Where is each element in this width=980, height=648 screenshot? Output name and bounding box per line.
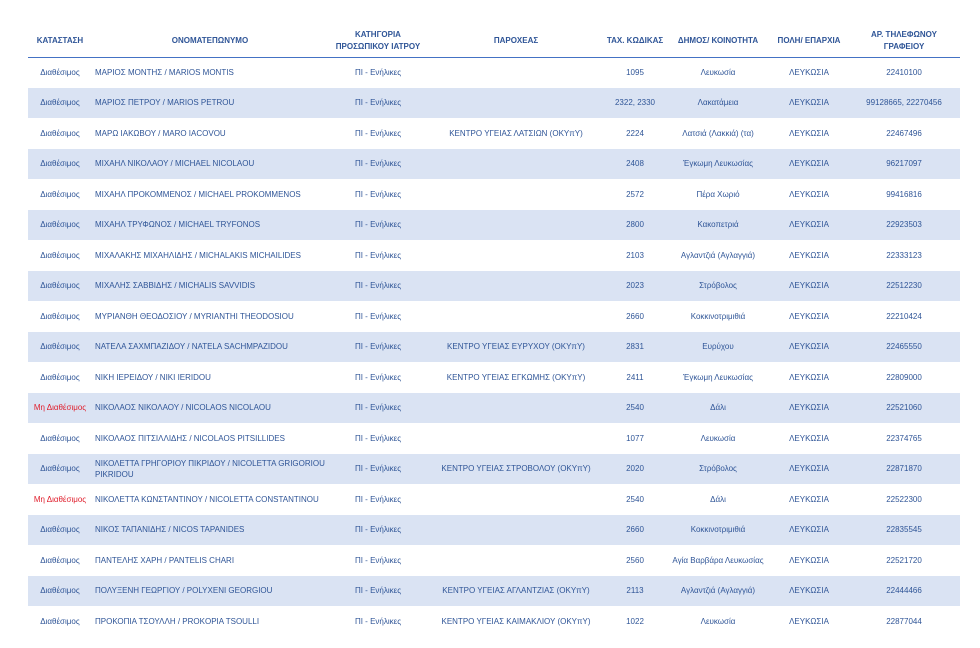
phone-cell: 22444466 xyxy=(886,586,922,596)
category-cell: ΠΙ - Ενήλικες xyxy=(354,403,402,413)
table-body xyxy=(28,57,960,637)
municipality-cell: Αγλαντζιά (Αγλαγγιά) xyxy=(680,250,756,260)
postal-code-cell: 1077 xyxy=(626,433,644,443)
municipality-cell: Στρόβολος xyxy=(699,464,737,474)
postal-code-cell: 2322, 2330 xyxy=(614,98,656,108)
provider-cell: ΚΕΝΤΡΟ ΥΓΕΙΑΣ ΕΥΡΥΧΟΥ (ΟΚΥπΥ) xyxy=(447,342,585,352)
status-cell: Διαθέσιμος xyxy=(40,555,80,565)
status-cell: Διαθέσιμος xyxy=(40,220,80,230)
name-cell: ΜΥΡΙΑΝΘΗ ΘΕΟΔΟΣΙΟΥ / MYRIANTHI THEODOSIOU xyxy=(95,311,294,321)
municipality-cell: Αγία Βαρβάρα Λευκωσίας xyxy=(672,555,764,565)
category-cell: ΠΙ - Ενήλικες xyxy=(354,128,402,138)
status-cell: Διαθέσιμος xyxy=(40,616,80,626)
postal-code-cell: 2540 xyxy=(626,403,644,413)
postal-code-cell: 2540 xyxy=(626,494,644,504)
city-cell: ΛΕΥΚΩΣΙΑ xyxy=(789,342,829,352)
table-row xyxy=(28,545,960,576)
phone-cell: 22521720 xyxy=(886,555,922,565)
category-cell: ΠΙ - Ενήλικες xyxy=(354,616,402,626)
municipality-cell: Κοκκινοτριμιθιά xyxy=(690,525,746,535)
city-cell: ΛΕΥΚΩΣΙΑ xyxy=(789,281,829,291)
municipality-cell: Στρόβολος xyxy=(699,281,737,291)
name-cell: ΠΑΝΤΕΛΗΣ ΧΑΡΗ / PANTELIS CHARI xyxy=(95,555,235,565)
name-cell: ΜΑΡΙΟΣ ΜΟΝΤΗΣ / MARIOS MONTIS xyxy=(95,68,234,77)
status-cell: Διαθέσιμος xyxy=(40,311,80,321)
provider-cell xyxy=(428,179,604,210)
table-row xyxy=(28,606,960,637)
table-row xyxy=(28,362,960,393)
municipality-cell: Κακοπετριά xyxy=(697,220,739,230)
phone-cell: 22210424 xyxy=(886,311,922,321)
postal-code-cell: 2020 xyxy=(626,464,644,474)
municipality-cell: Πέρα Χωριό xyxy=(696,189,740,199)
city-cell: ΛΕΥΚΩΣΙΑ xyxy=(789,159,829,169)
table-row xyxy=(28,393,960,424)
category-cell: ΠΙ - Ενήλικες xyxy=(354,372,402,382)
table-row xyxy=(28,240,960,271)
column-header-name: ΟΝΟΜΑΤΕΠΩΝΥΜΟ xyxy=(92,25,328,57)
name-cell: ΜΙΧΑΗΛ ΝΙΚΟΛΑΟΥ / MICHAEL NICOLAOU xyxy=(95,159,255,169)
city-cell: ΛΕΥΚΩΣΙΑ xyxy=(789,616,829,626)
provider-cell xyxy=(428,271,604,302)
category-cell: ΠΙ - Ενήλικες xyxy=(354,311,402,321)
phone-cell: 96217097 xyxy=(886,159,922,169)
provider-cell xyxy=(428,57,604,88)
provider-cell xyxy=(428,393,604,424)
category-cell: ΠΙ - Ενήλικες xyxy=(354,433,402,443)
provider-cell xyxy=(428,515,604,546)
status-cell: Διαθέσιμος xyxy=(40,250,80,260)
municipality-cell: Κοκκινοτριμιθιά xyxy=(690,311,746,321)
status-cell: Διαθέσιμος xyxy=(40,372,80,382)
postal-code-cell: 2800 xyxy=(626,220,644,230)
table-row xyxy=(28,118,960,149)
phone-cell: 22374765 xyxy=(886,433,922,443)
provider-cell xyxy=(428,210,604,241)
status-cell: Διαθέσιμος xyxy=(40,98,80,108)
name-cell: ΜΑΡΙΟΣ ΠΕΤΡΟΥ / MARIOS PETROU xyxy=(95,98,235,108)
phone-cell: 99416816 xyxy=(886,189,922,199)
column-header-municipality: ΔΗΜΟΣ/ ΚΟΙΝΟΤΗΤΑ xyxy=(666,25,770,57)
table-row xyxy=(28,149,960,180)
city-cell: ΛΕΥΚΩΣΙΑ xyxy=(789,464,829,474)
category-cell: ΠΙ - Ενήλικες xyxy=(354,586,402,596)
city-cell: ΛΕΥΚΩΣΙΑ xyxy=(789,403,829,413)
phone-cell: 22522300 xyxy=(886,494,922,504)
city-cell: ΛΕΥΚΩΣΙΑ xyxy=(789,128,829,138)
table-header xyxy=(28,25,960,57)
provider-cell: ΚΕΝΤΡΟ ΥΓΕΙΑΣ ΕΓΚΩΜΗΣ (ΟΚΥπΥ) xyxy=(446,372,586,382)
city-cell: ΛΕΥΚΩΣΙΑ xyxy=(789,98,829,108)
postal-code-cell: 2660 xyxy=(626,311,644,321)
postal-code-cell: 2023 xyxy=(626,281,644,291)
phone-cell: 22467496 xyxy=(886,128,922,138)
phone-cell: 22809000 xyxy=(886,372,922,382)
provider-cell: ΚΕΝΤΡΟ ΥΓΕΙΑΣ ΑΓΛΑΝΤΖΙΑΣ (ΟΚΥπΥ) xyxy=(442,586,590,596)
name-cell: ΝΙΚΟΛΕΤΤΑ ΚΩΝΣΤΑΝΤΙΝΟΥ / NICOLETTA CONSTANTINOU xyxy=(95,494,319,504)
table-row xyxy=(28,484,960,515)
postal-code-cell: 2411 xyxy=(626,372,644,382)
status-cell: Διαθέσιμος xyxy=(40,586,80,596)
category-cell: ΠΙ - Ενήλικες xyxy=(354,464,402,474)
city-cell: ΛΕΥΚΩΣΙΑ xyxy=(789,586,829,596)
city-cell: ΛΕΥΚΩΣΙΑ xyxy=(789,555,829,565)
postal-code-cell: 1095 xyxy=(626,68,644,77)
category-cell: ΠΙ - Ενήλικες xyxy=(354,159,402,169)
city-cell: ΛΕΥΚΩΣΙΑ xyxy=(789,189,829,199)
provider-cell xyxy=(428,545,604,576)
provider-cell xyxy=(428,149,604,180)
postal-code-cell: 2408 xyxy=(626,159,644,169)
phone-cell: 22521060 xyxy=(886,403,922,413)
column-header-category: ΚΑΤΗΓΟΡΙΑ ΠΡΟΣΩΠΙΚΟΥ ΙΑΤΡΟΥ xyxy=(328,25,428,57)
name-cell: ΠΡΟΚΟΠΙΑ ΤΣΟΥΛΛΗ / PROKOPIA TSOULLI xyxy=(95,616,260,626)
category-cell: ΠΙ - Ενήλικες xyxy=(354,68,402,77)
municipality-cell: Λευκωσία xyxy=(700,433,736,443)
table-row xyxy=(28,88,960,119)
table-row xyxy=(28,57,960,88)
postal-code-cell: 2572 xyxy=(626,189,644,199)
category-cell: ΠΙ - Ενήλικες xyxy=(354,281,402,291)
municipality-cell: Δάλι xyxy=(710,403,726,413)
category-cell: ΠΙ - Ενήλικες xyxy=(354,555,402,565)
name-cell: ΝΙΚΟΛΕΤΤΑ ΓΡΗΓΟΡΙΟΥ ΠΙΚΡΙΔΟΥ / NICOLETTA GRIGORIOU PIKRIDOU xyxy=(95,458,325,479)
provider-cell xyxy=(428,88,604,119)
city-cell: ΛΕΥΚΩΣΙΑ xyxy=(789,311,829,321)
municipality-cell: Λατσιά (Λακκιά) (τα) xyxy=(682,128,754,138)
category-cell: ΠΙ - Ενήλικες xyxy=(354,189,402,199)
category-cell: ΠΙ - Ενήλικες xyxy=(354,220,402,230)
status-cell: Διαθέσιμος xyxy=(40,342,80,352)
table-row xyxy=(28,179,960,210)
column-header-status: ΚΑΤΑΣΤΑΣΗ xyxy=(28,25,92,57)
postal-code-cell: 2224 xyxy=(626,128,644,138)
category-cell: ΠΙ - Ενήλικες xyxy=(354,342,402,352)
status-cell: Διαθέσιμος xyxy=(40,68,80,77)
municipality-cell: Δάλι xyxy=(710,494,726,504)
postal-code-cell: 2560 xyxy=(626,555,644,565)
provider-cell: ΚΕΝΤΡΟ ΥΓΕΙΑΣ ΚΑΙΜΑΚΛΙΟΥ (ΟΚΥπΥ) xyxy=(441,616,591,626)
table-row xyxy=(28,332,960,363)
name-cell: ΠΟΛΥΞΕΝΗ ΓΕΩΡΓΙΟΥ / POLYXENI GEORGIOU xyxy=(95,586,273,596)
city-cell: ΛΕΥΚΩΣΙΑ xyxy=(789,433,829,443)
name-cell: ΜΑΡΩ ΙΑΚΩΒΟΥ / MARO IACOVOU xyxy=(95,128,226,138)
name-cell: ΝΙΚΗ ΙΕΡΕΙΔΟΥ / NIKI IERIDOU xyxy=(95,372,211,382)
postal-code-cell: 2660 xyxy=(626,525,644,535)
phone-cell: 22877044 xyxy=(886,616,922,626)
provider-cell: ΚΕΝΤΡΟ ΥΓΕΙΑΣ ΣΤΡΟΒΟΛΟΥ (ΟΚΥπΥ) xyxy=(441,464,591,474)
category-cell: ΠΙ - Ενήλικες xyxy=(354,525,402,535)
header-row xyxy=(28,25,960,57)
postal-code-cell: 2103 xyxy=(626,250,644,260)
provider-cell xyxy=(428,240,604,271)
municipality-cell: Έγκωμη Λευκωσίας xyxy=(683,372,753,382)
doctor-roster-table xyxy=(28,25,960,637)
status-cell: Μη Διαθέσιμος xyxy=(33,403,87,413)
phone-cell: 22333123 xyxy=(886,250,922,260)
city-cell: ΛΕΥΚΩΣΙΑ xyxy=(789,220,829,230)
provider-cell xyxy=(428,484,604,515)
city-cell: ΛΕΥΚΩΣΙΑ xyxy=(789,372,829,382)
provider-cell xyxy=(428,301,604,332)
phone-cell: 99128665, 22270456 xyxy=(866,98,942,108)
phone-cell: 22410100 xyxy=(886,68,922,77)
city-cell: ΛΕΥΚΩΣΙΑ xyxy=(789,68,829,77)
table-row xyxy=(28,454,960,485)
municipality-cell: Λευκωσία xyxy=(700,616,736,626)
status-cell: Διαθέσιμος xyxy=(40,464,80,474)
status-cell: Διαθέσιμος xyxy=(40,189,80,199)
name-cell: ΜΙΧΑΗΛ ΤΡΥΦΩΝΟΣ / MICHAEL TRYFONOS xyxy=(95,220,261,230)
phone-cell: 22923503 xyxy=(886,220,922,230)
table-row xyxy=(28,576,960,607)
name-cell: ΝΙΚΟΛΑΟΣ ΠΙΤΣΙΛΛΙΔΗΣ / NICOLAOS PITSILLIDES xyxy=(95,433,285,443)
city-cell: ΛΕΥΚΩΣΙΑ xyxy=(789,525,829,535)
postal-code-cell: 2113 xyxy=(626,586,644,596)
table-row xyxy=(28,301,960,332)
name-cell: ΜΙΧΑΛΗΣ ΣΑΒΒΙΔΗΣ / MICHALIS SAVVIDIS xyxy=(95,281,256,291)
city-cell: ΛΕΥΚΩΣΙΑ xyxy=(789,494,829,504)
table-row xyxy=(28,271,960,302)
table-row xyxy=(28,423,960,454)
column-header-phone: ΑΡ. ΤΗΛΕΦΩΝΟΥ ΓΡΑΦΕΙΟΥ xyxy=(848,25,960,57)
category-cell: ΠΙ - Ενήλικες xyxy=(354,494,402,504)
municipality-cell: Ευρύχου xyxy=(702,342,734,352)
status-cell: Διαθέσιμος xyxy=(40,128,80,138)
status-cell: Διαθέσιμος xyxy=(40,433,80,443)
phone-cell: 22465550 xyxy=(886,342,922,352)
name-cell: ΝΙΚΟΛΑΟΣ ΝΙΚΟΛΑΟΥ / NICOLAOS NICOLAOU xyxy=(95,403,271,413)
status-cell: Διαθέσιμος xyxy=(40,281,80,291)
status-cell: Μη Διαθέσιμος xyxy=(33,494,87,504)
phone-cell: 22835545 xyxy=(886,525,922,535)
category-cell: ΠΙ - Ενήλικες xyxy=(354,98,402,108)
table-row xyxy=(28,515,960,546)
phone-cell: 22512230 xyxy=(886,281,922,291)
municipality-cell: Έγκωμη Λευκωσίας xyxy=(683,159,753,169)
table-row xyxy=(28,210,960,241)
column-header-city: ΠΟΛΗ/ ΕΠΑΡΧΙΑ xyxy=(770,25,848,57)
city-cell: ΛΕΥΚΩΣΙΑ xyxy=(789,250,829,260)
municipality-cell: Αγλαντζιά (Αγλαγγιά) xyxy=(680,586,756,596)
status-cell: Διαθέσιμος xyxy=(40,159,80,169)
municipality-cell: Λευκωσία xyxy=(700,68,736,77)
column-header-provider: ΠΑΡΟΧΕΑΣ xyxy=(428,25,604,57)
status-cell: Διαθέσιμος xyxy=(40,525,80,535)
category-cell: ΠΙ - Ενήλικες xyxy=(354,250,402,260)
name-cell: ΝΑΤΕΛΑ ΣΑΧΜΠΑΖΙΔΟΥ / NATELA SACHMPAZIDOU xyxy=(95,342,288,352)
name-cell: ΜΙΧΑΗΛ ΠΡΟΚΟΜΜΕΝΟΣ / MICHAEL PROKOMMENOS xyxy=(95,189,301,199)
municipality-cell: Λακατάμεια xyxy=(697,98,739,108)
name-cell: ΝΙΚΟΣ ΤΑΠΑΝΙΔΗΣ / NICOS TAPANIDES xyxy=(95,525,245,535)
provider-cell xyxy=(428,423,604,454)
provider-cell: ΚΕΝΤΡΟ ΥΓΕΙΑΣ ΛΑΤΣΙΩΝ (ΟΚΥπΥ) xyxy=(449,128,583,138)
phone-cell: 22871870 xyxy=(886,464,922,474)
postal-code-cell: 1022 xyxy=(626,616,644,626)
column-header-postal-code: ΤΑΧ. ΚΩΔΙΚΑΣ xyxy=(604,25,666,57)
postal-code-cell: 2831 xyxy=(626,342,644,352)
name-cell: ΜΙΧΑΛΑΚΗΣ ΜΙΧΑΗΛΙΔΗΣ / MICHALAKIS MICHAILIDES xyxy=(95,250,301,260)
